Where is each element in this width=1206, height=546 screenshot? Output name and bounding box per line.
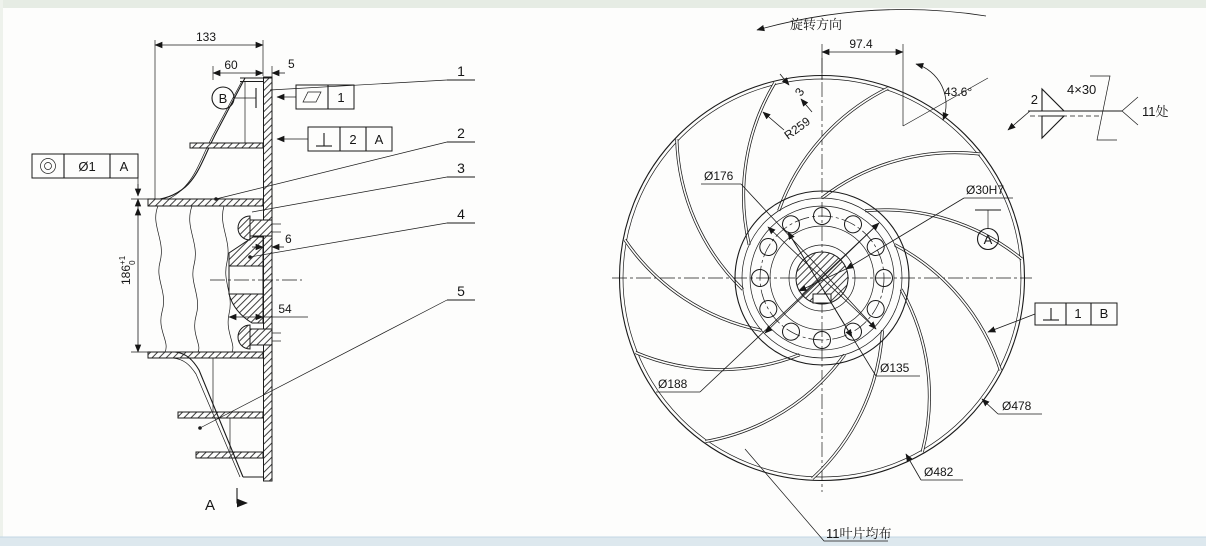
dim-54: 54 [278,302,292,316]
hub-lower-section [229,294,263,323]
dim-3: 3 [791,85,808,99]
fcf-concentricity-datum: A [119,159,129,174]
datum-b-label: B [218,91,228,106]
dim-hub-od: Ø188 [658,377,688,391]
blade-section-profile [190,206,199,352]
fcf-perp-front-tolerance: 1 [1074,306,1082,321]
dim-hub-step: Ø135 [880,361,910,375]
front-view [612,58,1032,492]
hub-bolt-lower [238,325,281,349]
blade-plate-strip [148,352,263,358]
side-view-dimensions [118,30,308,352]
dim-5: 5 [288,57,295,71]
dim-133: 133 [195,30,217,44]
weld-leg-size: 2 [1030,92,1038,107]
dim-bolt-circle: Ø176 [704,169,734,183]
weld-symbol [1008,76,1169,140]
dim-rim-id: Ø478 [1002,399,1032,413]
shroud-upper-inner [148,81,242,202]
balloon-4 [248,206,475,259]
datum-a-label: A [983,232,993,247]
balloon-5-label: 5 [457,283,465,299]
back-plate-section [264,77,273,481]
balloon-4-label: 4 [457,206,465,222]
fcf-flatness-tolerance: 1 [337,90,345,105]
dim-43-6deg: 43.6° [944,85,973,99]
blade-note [745,449,892,541]
window-left-edge [0,0,3,546]
weld-places: 11处 [1142,104,1169,119]
rotation-direction-label: 旋转方向 [790,17,843,32]
datum-b-symbol [212,87,256,109]
window-top-band [0,0,1206,8]
balloon-2-label: 2 [457,125,465,141]
fcf-concentricity [32,154,138,215]
rotation-direction [757,10,986,32]
dim-186: $186^{+1}0$ [118,255,137,285]
fillet-weld-icon-bottom [1042,116,1064,138]
fillet-weld-icon-top [1042,89,1064,111]
dim-bore: Ø30H7 [966,183,1005,197]
weld-size: 4×30 [1067,82,1097,97]
balloon-3 [252,160,475,212]
fcf-perpendicularity-front [988,303,1117,332]
front-view-annotations [656,10,1169,541]
section-a-label: A [204,497,216,514]
side-section-view [148,77,302,481]
flange-strip [148,199,263,206]
fcf-perpendicularity-datum: A [374,132,384,147]
fcf-perp-front-datum: B [1099,306,1109,321]
shroud-upper-outer [148,78,245,199]
fcf-perpendicularity-side [277,127,392,151]
dim-97-4: 97.4 [849,37,873,51]
blade-plate-strip [190,143,263,148]
dim-r259: R259 [781,114,813,143]
window-bottom-band [0,537,1206,546]
balloon-3-label: 3 [457,160,465,176]
hub-upper-section [229,237,263,266]
weld-tail [1122,97,1138,125]
blade-section-profile [156,206,166,352]
blade-note-label: 11叶片均布 [826,526,892,541]
balloon-1-label: 1 [457,63,465,79]
dim-60: 60 [224,58,238,72]
fcf-concentricity-tolerance: Ø1 [78,159,96,174]
dim-6: 6 [285,232,292,246]
datum-a-symbol [975,210,1001,250]
fcf-flatness [277,85,354,109]
section-a-marker [205,488,247,514]
hub-bolt-upper [238,216,281,240]
fcf-perpendicularity-tolerance: 2 [349,132,357,147]
dim-rim-od: Ø482 [924,465,954,479]
